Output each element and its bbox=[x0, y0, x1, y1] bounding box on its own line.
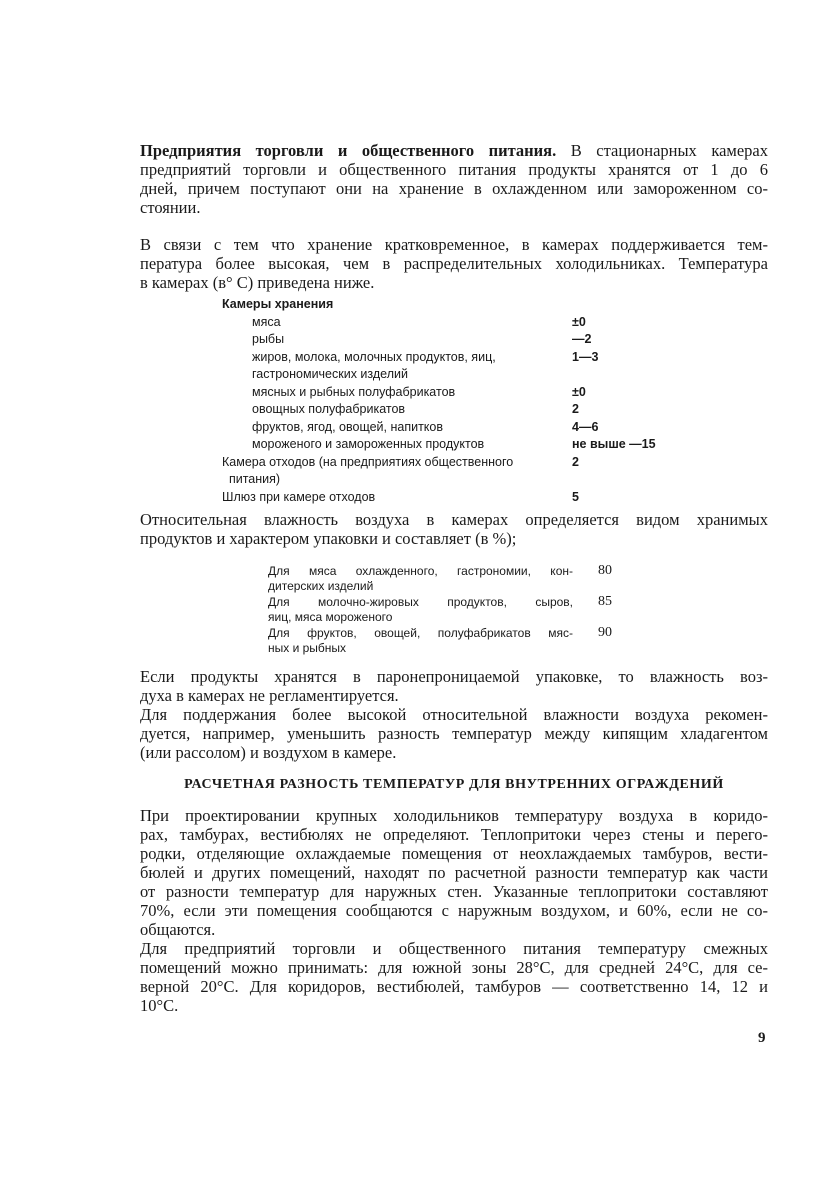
label-line: Для молочно-жировых продуктов, сыров, bbox=[268, 595, 573, 609]
text-line: общаются. bbox=[140, 920, 216, 939]
row-label: питания) bbox=[222, 472, 281, 486]
text-line: (или рассолом) и воздухом в камере. bbox=[140, 743, 397, 762]
text-line: Для поддержания более высокой относительной влажности воздуха рекомен- bbox=[140, 705, 768, 724]
text-line: верной 20°С. Для коридоров, вестибюлей, тамбуров — соответственно 14, 12 и bbox=[140, 977, 768, 996]
text-line: духа в камерах не регламентируется. bbox=[140, 686, 399, 705]
row-value: не выше —15 bbox=[572, 437, 656, 451]
row-value: —2 bbox=[572, 332, 592, 346]
table-row bbox=[222, 454, 672, 472]
label-line: яиц, мяса мороженого bbox=[268, 609, 393, 624]
row-value: ±0 bbox=[572, 384, 586, 399]
row-label bbox=[268, 564, 573, 593]
row-label: фруктов, ягод, овощей, напитков bbox=[252, 419, 444, 434]
table-row bbox=[222, 366, 672, 384]
row-value: 1—3 bbox=[572, 349, 599, 364]
label-line: Для фруктов, овощей, полуфабрикатов мяс- bbox=[268, 626, 573, 640]
row-label bbox=[268, 626, 573, 655]
table-row bbox=[222, 401, 672, 419]
table-row bbox=[222, 349, 672, 367]
text-line: дней, причем поступают они на хранение в охлажденном или замороженном со- bbox=[140, 179, 768, 198]
table-row bbox=[222, 471, 672, 489]
row-value: 5 bbox=[572, 489, 579, 504]
text-line: дуется, например, уменьшить разность температур между кипящим хладагентом bbox=[140, 724, 768, 743]
text-line bbox=[140, 141, 768, 160]
row-label: жиров, молока, молочных продуктов, яиц, bbox=[252, 349, 496, 364]
text-line: При проектировании крупных холодильников температуру воздуха в коридо- bbox=[140, 806, 768, 825]
table-row bbox=[222, 436, 672, 454]
temperature-table-heading: Камеры хранения bbox=[222, 297, 334, 311]
table-row bbox=[268, 595, 628, 624]
row-label: рыбы bbox=[252, 332, 285, 346]
text-line: стоянии. bbox=[140, 198, 201, 217]
text-line: Относительная влажность воздуха в камерах определяется видом хранимых bbox=[140, 510, 768, 529]
row-value: ±0 bbox=[572, 314, 586, 329]
temperature-table bbox=[222, 296, 672, 506]
text-line: Для предприятий торговли и общественного питания температуру смежных bbox=[140, 939, 768, 958]
text-line: помещений можно принимать: для южной зоны 28°С, для средней 24°С, для се- bbox=[140, 958, 768, 977]
text-line: 10°С. bbox=[140, 996, 179, 1015]
row-value: 2 bbox=[572, 402, 579, 416]
row-value: 90 bbox=[598, 625, 612, 640]
table-row bbox=[222, 331, 672, 349]
paragraph-humidity-maintenance bbox=[140, 705, 768, 762]
bold-lead: Предприятия торговли и общественного питания. bbox=[140, 141, 557, 160]
row-value: 4—6 bbox=[572, 419, 599, 434]
text-line: рах, тамбурах, вестибюлях не определяют. Теплопритоки через стены и перего- bbox=[140, 825, 768, 844]
text-line: от разности температур для наружных стен. Указанные теплопритоки составляют bbox=[140, 882, 768, 901]
label-line: дитерских изделий bbox=[268, 578, 374, 593]
text-line: пература более высокая, чем в распределительных холодильниках. Температура bbox=[140, 254, 768, 273]
table-row bbox=[222, 384, 672, 402]
section-heading: РАСЧЕТНАЯ РАЗНОСТЬ ТЕМПЕРАТУР ДЛЯ ВНУТРЕННИХ ОГРАЖДЕНИЙ bbox=[184, 777, 724, 792]
label-line: Для мяса охлажденного, гастрономии, кон- bbox=[268, 564, 573, 578]
table-row bbox=[222, 314, 672, 332]
paragraph-enterprises bbox=[140, 141, 768, 217]
paragraph-adjacent-rooms bbox=[140, 939, 768, 1015]
paragraph-humidity bbox=[140, 510, 768, 548]
text-line: В связи с тем что хранение кратковременное, в камерах поддерживается тем- bbox=[140, 235, 768, 254]
text-line: 70%, если эти помещения сообщаются с наружным воздухом, и 60%, если не со- bbox=[140, 901, 768, 920]
row-label: Камера отходов (на предприятиях общественного bbox=[222, 454, 514, 469]
table-row bbox=[268, 626, 628, 655]
humidity-table bbox=[268, 564, 628, 655]
temperature-table-rows bbox=[222, 314, 672, 507]
page-content bbox=[140, 141, 768, 1015]
row-label: мясных и рыбных полуфабрикатов bbox=[252, 384, 456, 399]
text-line: Если продукты хранятся в паронепроницаемой упаковке, то влажность воз- bbox=[140, 667, 768, 686]
paragraph-design bbox=[140, 806, 768, 939]
row-label: овощных полуфабрикатов bbox=[252, 402, 406, 416]
text-line: предприятий торговли и общественного питания продукты хранятся от 1 до 6 bbox=[140, 160, 768, 179]
row-label: Шлюз при камере отходов bbox=[222, 489, 376, 504]
text-line: продуктов и характером упаковки и составляет (в %); bbox=[140, 529, 517, 548]
label-line: ных и рыбных bbox=[268, 640, 347, 655]
text-fragment: В стационарных камерах bbox=[556, 141, 768, 160]
row-value: 85 bbox=[598, 594, 612, 609]
row-label: мороженого и замороженных продуктов bbox=[252, 437, 485, 451]
text-line: родки, отделяющие охлаждаемые помещения от неохлаждаемых тамбуров, вести- bbox=[140, 844, 768, 863]
text-line: в камерах (в° С) приведена ниже. bbox=[140, 273, 375, 292]
table-row bbox=[268, 564, 628, 593]
table-row bbox=[222, 489, 672, 507]
row-label: мяса bbox=[252, 314, 281, 329]
page-number: 9 bbox=[758, 1030, 766, 1046]
row-value: 2 bbox=[572, 454, 579, 469]
text-line: бюлей и других помещений, находят по расчетной разности температур как части bbox=[140, 863, 768, 882]
row-label: гастрономических изделий bbox=[252, 367, 408, 381]
paragraph-vapor-proof bbox=[140, 667, 768, 705]
table-row bbox=[222, 419, 672, 437]
paragraph-storage-temperature bbox=[140, 235, 768, 292]
row-value: 80 bbox=[598, 563, 612, 578]
row-label bbox=[268, 595, 573, 624]
